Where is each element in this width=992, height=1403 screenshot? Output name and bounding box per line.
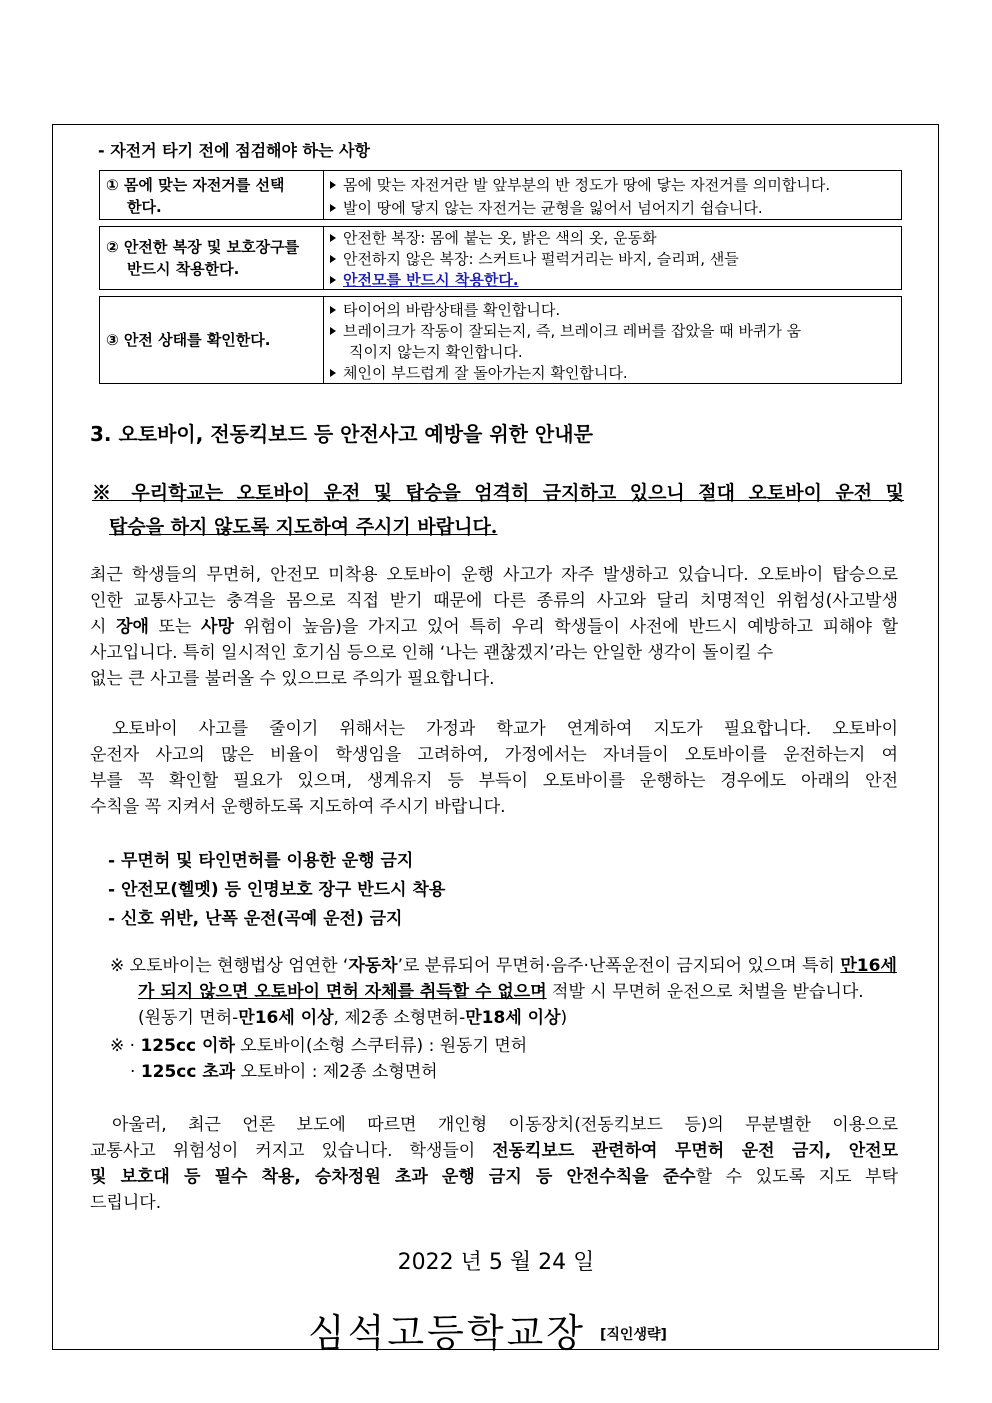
rule-item-2: - 안전모(헬멧) 등 인명보호 장구 반드시 착용 [108,880,446,900]
triangle-bullet-icon [330,276,336,284]
issue-date: 2022 년 5 월 24 일 [397,1250,595,1275]
triangle-bullet-icon [330,327,336,335]
detail-line: 발이 땅에 닿지 않는 자전거는 균형을 잃어서 넘어지기 쉽습니다. [330,197,763,218]
prohibition-notice: ※ 우리학교는 오토바이 운전 및 탑승을 엄격히 금지하고 있으니 절대 오토바이 운전 및 탑승을 하지 않도록 지도하여 주시기 바랍니다. [92,482,904,538]
checklist-item-1-details [324,171,901,219]
checklist-item-1 [99,170,902,220]
rule-item-1: - 무면허 및 타인면허를 이용한 운행 금지 [108,851,414,871]
detail-line: 타이어의 바람상태를 확인합니다. [330,299,560,320]
license-note: ※ 오토바이는 현행법상 엄연한 ‘자동차’로 분류되어 무면허·음주·난폭운전이 금지되어 있으며 특히 만16세 가 되지 않으면 오토바이 면허 자체를 취득할 수 없으며 적발 시 무면허 운전으로 처벌을 받습니다. (원동기 면허-만16세 이상, 제2종 소형면허-만18세 이상) [110,956,897,1028]
triangle-bullet-icon [330,369,336,377]
triangle-bullet-icon [330,204,336,212]
triangle-bullet-icon [330,181,336,189]
checklist-item-3-details [324,297,901,383]
school-principal: 심석고등학교장 [308,1311,586,1355]
checklist-item-2-label: ② 안전한 복장 및 보호장구를 반드시 착용한다. [100,227,324,289]
triangle-bullet-icon [330,234,336,242]
paragraph-1: 최근 학생들의 무면허, 안전모 미착용 오토바이 운행 사고가 자주 발생하고 있습니다. 오토바이 탑승으로 인한 교통사고는 충격을 몸으로 직접 받기 때문에 다른 종류의 사고와 달리 치명적인 위험성(사고발생 시 장애 또는 사망 위험이 높음)을 가지고 있어 특히 우리 학생들이 사전에 반드시 예방하고 피해야 할 사고입니다. 특히 일시적인 호기심 등으로 인해 ‘나는 괜찮겠지’라는 안일한 생각이 돌이킬 수 없는 큰 사고를 불러올 수 있으므로 주의가 필요합니다. [90,565,899,689]
detail-line: 몸에 맞는 자전거란 발 앞부분의 반 정도가 땅에 닿는 자전거를 의미합니다. [330,174,830,195]
paragraph-2: 오토바이 사고를 줄이기 위해서는 가정과 학교가 연계하여 지도가 필요합니다. 오토바이 운전자 사고의 많은 비율이 학생임을 고려하여, 가정에서는 자녀들이 오토바이를 운전하는지 여 부를 꼭 확인할 필요가 있으며, 생계유지 등 부득이 오토바이를 운행하는 경우에도 아래의 안전 수칙을 꼭 지켜서 운행하도록 지도하여 주시기 바랍니다. [90,719,898,817]
detail-line: 브레이크가 작동이 잘되는지, 즉, 브레이크 레버를 잡았을 때 바퀴가 움 [330,320,801,341]
detail-line: 안전모를 반드시 착용한다. [330,269,519,290]
triangle-bullet-icon [330,255,336,263]
engine-size-note: ※ · 125cc 이하 오토바이(소형 스쿠터류) : 원동기 면허 · 125cc 초과 오토바이 : 제2종 소형면허 [110,1036,528,1082]
detail-line: 직이지 않는지 확인합니다. [349,343,523,361]
section3-title: 3. 오토바이, 전동킥보드 등 안전사고 예방을 위한 안내문 [90,422,593,446]
checklist-item-2-details [324,227,901,289]
detail-line: 안전하지 않은 복장: 스커트나 펄럭거리는 바지, 슬리퍼, 샌들 [330,248,739,269]
rule-item-3: - 신호 위반, 난폭 운전(곡예 운전) 금지 [108,909,403,929]
checklist-item-2 [99,226,902,290]
checklist-item-3-label: ③ 안전 상태를 확인한다. [100,297,324,383]
seal-omitted-note: [직인생략] [600,1327,667,1343]
checklist-item-1-label: ① 몸에 맞는 자전거를 선택 한다. [100,171,324,219]
checklist-heading: - 자전거 타기 전에 점검해야 하는 사항 [98,141,370,160]
triangle-bullet-icon [330,306,336,314]
checklist-item-3 [99,296,902,384]
detail-line: 안전한 복장: 몸에 붙는 옷, 밝은 색의 옷, 운동화 [330,227,657,248]
paragraph-3: 아울러, 최근 언론 보도에 따르면 개인형 이동장치(전동킥보드 등)의 무분별한 이용으로 교통사고 위험성이 커지고 있습니다. 학생들이 전동킥보드 관련하여 무면허 운전 금지, 안전모 및 보호대 등 필수 착용, 승차정원 초과 운행 금지 등 안전수칙을 준수할 수 있도록 지도 부탁 드립니다. [90,1115,898,1213]
detail-line: 체인이 부드럽게 잘 돌아가는지 확인합니다. [330,362,628,383]
